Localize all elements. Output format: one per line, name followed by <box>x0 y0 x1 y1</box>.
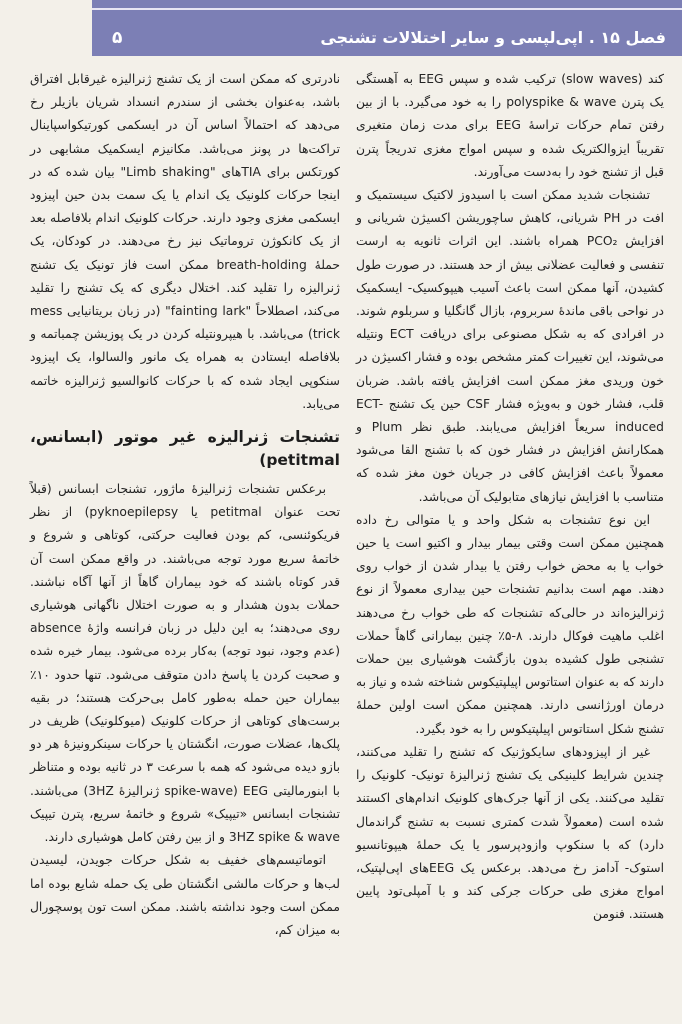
section-heading: تشنجات ژنرالیزه غیر موتور (ابسانس، petitmal) <box>30 428 340 470</box>
chapter-title: فصل ۱۵ . اپی‌لپسی و سایر اختلالات تشنجی <box>320 28 666 47</box>
right-text-column <box>356 68 664 927</box>
paragraph: برعکس تشنجات ژنرالیزهٔ ماژور، تشنجات ابسانس (قبلاً تحت عنوان petitmal یا pyknoepilepsy) از نظر فریکوئنسی، کم بودن فعالیت حرکتی، کوتاهی و شروع و خاتمهٔ سریع مورد توجه می‌باشند. در واقع ممکن است آن قدر کوتاه باشند که خود بیماران گاهاً از آنها آگاه نباشند. حملات بدون هشدار و به صورت اختلال ناگهانی هوشیاری روی می‌دهند؛ به این دلیل در زبان فرانسه واژهٔ absence (عدم وجود، نبود توجه) به‌کار برده می‌شود. بیمار خیره شده و صحبت کردن یا پاسخ دادن متوقف می‌شود. تنها حدود ۱۰٪ بیماران حین حمله به‌طور کامل بی‌حرکت هستند؛ در بقیه برست‌های کوتاهی از حرکات کلونیک (میوکلونیک) ظریف در پلک‌ها، عضلات صورت، انگشتان یا حرکات سینکرونیزهٔ هر دو بازو دیده می‌شود که همه با سرعت ۳ در ثانیه بوده و متناظر با ابنورمالیتی spike-wave) EEG ژنرالیزهٔ 3HZ) می‌باشند. تشنجات ابسانس «تیپیک» شروع و خاتمهٔ سریع، پترن تیپیک 3HZ spike & wave و از بین رفتن کامل هوشیاری دارند. <box>30 482 340 845</box>
paragraph: اتوماتیسم‌های خفیف به شکل حرکات جویدن، لیسیدن لب‌ها و حرکات مالشی انگشتان طی یک حمله شایع بوده اما ممکن است وجود نداشته باشند. ممکن است تون پوسچورال به میزان کم، <box>30 853 340 937</box>
header-rule <box>92 8 682 10</box>
page-number: ۵ <box>112 28 123 48</box>
paragraph: نادرتری که ممکن است از یک تشنج ژنرالیزه غیرقابل افتراق باشد، به‌عنوان بخشی از سندرم انسداد شریان بازیلر رخ می‌دهد که احتمالاً اساس آن در ایسکمی کورتیکواسپاینال تراکت‌ها در پونز می‌باشد. مکانیزم ایسکمیک مشابهی در کورتکس برای TIAهای "Limb shaking" بیان شده که در اینجا حرکات کلونیک یک اندام یا یک سمت بدن حین اپیزود ایسکمی مغزی وجود دارند. حرکات کلونیک اندام بلافاصله بعد از یک کانکوژن تروماتیک نیز رخ می‌دهند. در کودکان، یک حملهٔ breath-holding ممکن است فاز تونیک یک تشنج ژنرالیزه را تقلید کند. اختلال دیگری که یک تشنج را تقلید می‌کند، اصطلاحاً "fainting lark" (در زبان بریتانیایی mess trick) می‌باشد. با هیپرونتیله کردن در یک پوزیشن چمباتمه و بلافاصله ایستادن به همراه یک مانور والسالوا، یک اپیزود سنکوپی ایجاد شده که با حرکات کانوالسیو ژنرالیزه خاتمه می‌یابد. <box>30 72 341 411</box>
chapter-header-bar <box>92 0 682 56</box>
left-text-column <box>30 68 340 942</box>
paragraph: کند (slow waves) ترکیب شده و سپس EEG به آهستگی یک پترن polyspike & wave را به خود می‌گیرد. با از بین رفتن تمام حرکات تراسهٔ EEG برای مدت زمان متغیری تقریباً ایزوالکتریک شده و سپس امواج مغزی تدریجاً پترن قبل از تشنج خود را به‌دست می‌آورند. <box>356 72 665 179</box>
paragraph: غیر از اپیزودهای سایکوژنیک که تشنج را تقلید می‌کنند، چندین شرایط کلینیکی یک تشنج ژنرالیزهٔ تونیک- کلونیک را تقلید می‌کنند. یکی از آنها جرک‌های کلونیک اندام‌های اکستند شده است (معمولاً شدت کمتری نسبت به تشنج گراندمال دارد) که با سنکوپ وازودپرسور یا یک حملهٔ هیپوتانسیو استوک- آدامز رخ می‌دهد. برعکس یک EEGهای اپی‌لپتیک، امواج مغزی طی حرکات جرکی کند و با آمپلی‌تود پایین هستند. فنومن <box>356 744 664 922</box>
paragraph: این نوع تشنجات به شکل واحد و یا متوالی رخ داده همچنین ممکن است وقتی بیمار بیدار و اکتیو است یا حین خواب یا به محض خواب رفتن یا بیدار شدن از خواب روی دهند. مهم است بدانیم تشنجات حین بیداری معمولاً از نوع ژنرالیزه‌اند در حالی‌که تشنجات که طی خواب رخ می‌دهند اغلب ماهیت فوکال دارند. ۸-۵٪ چنین بیمارانی گاهاً حملات تشنجی طول کشیده بدون بازگشت هوشیاری بین حملات دارند که به عنوان استاتوس اپیلپتیکوس شناخته شده و نیاز به درمان اورژانسی دارند. همچنین ممکن است اولین حملهٔ تشنج شکل استاتوس اپیلپتیکوس را به خود بگیرد. <box>356 512 664 736</box>
paragraph: تشنجات شدید ممکن است با اسیدوز لاکتیک سیستمیک و افت در PH شریانی، کاهش ساچوریشن اکسیژن شریانی و افزایش PCO₂ همراه باشند. این اثرات ثانویه به ارست تنفسی و فعالیت عضلانی بیش از حد هستند. در صورت طول کشیدن، آنها ممکن است باعث آسیب هیپوکسیک- ایسکمیک در نواحی باقی ماندهٔ سربروم، بازال گانگلیا و سربلوم شوند. در افرادی که به شکل مصنوعی برای دریافت ECT ونتیله می‌شوند، این تغییرات کمتر مشخص بوده و فشار اکسیژن در خون وریدی مغز ممکن است افزایش یافته باشد. ضربان قلب، فشار خون و به‌ویژه فشار CSF حین یک تشنج ECT-induced سریعاً افزایش می‌یابند. طبق نظر Plum و همکارانش افزایش در فشار خون که با تشنج القا می‌شود معمولاً باعث افزایش کافی در جریان خون مغز شده که متناسب با افزایش نیازهای متابولیک آن می‌باشد. <box>356 188 664 504</box>
